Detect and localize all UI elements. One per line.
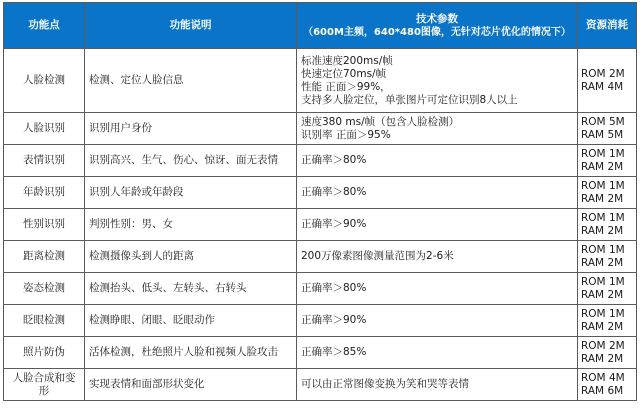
spec-cell: [297, 337, 578, 369]
feature-name-cell: 表情识别: [4, 145, 85, 177]
spec-cell: [297, 113, 578, 145]
resource-line: ROM 5M: [581, 115, 625, 128]
spec-line: 可以由正常图像变换为笑和哭等表情: [301, 378, 469, 390]
table-row: [4, 113, 637, 145]
feature-description-cell: 识别人年龄或年龄段: [85, 177, 297, 209]
resource-cell: [578, 369, 637, 401]
feature-description-cell: 检测、定位人脸信息: [85, 49, 297, 113]
table-row: [4, 145, 637, 177]
spec-line: 支持多人脸定位，单张图片可定位识别8人以上: [301, 93, 518, 106]
feature-name-cell: 照片防伪: [4, 337, 85, 369]
spec-cell: [297, 49, 578, 113]
resource-cell: [578, 145, 637, 177]
spec-cell: [297, 145, 578, 177]
feature-name-cell: 年龄识别: [4, 177, 85, 209]
table-row: [4, 177, 637, 209]
table-row: [4, 369, 637, 401]
spec-line: 正确率＞85%: [301, 346, 367, 358]
feature-name-cell: 距离检测: [4, 241, 85, 273]
resource-line: ROM 1M: [581, 307, 625, 320]
resource-line: ROM 1M: [581, 211, 625, 224]
resource-line: ROM 2M: [581, 339, 625, 352]
resource-line: RAM 2M: [581, 224, 624, 237]
resource-line: ROM 4M: [581, 371, 625, 384]
resource-line: RAM 6M: [581, 384, 624, 397]
header-spec: [297, 3, 578, 49]
spec-table-container: [3, 2, 636, 401]
spec-line: 正确率＞90%: [301, 218, 367, 230]
spec-line: 快速定位70ms/帧: [301, 67, 387, 80]
feature-name-cell: 人脸合成和变形: [4, 369, 85, 401]
resource-cell: [578, 305, 637, 337]
resource-cell: [578, 177, 637, 209]
spec-line: 正确率＞80%: [301, 154, 367, 166]
feature-name-cell: 姿态检测: [4, 273, 85, 305]
resource-line: RAM 2M: [581, 288, 624, 301]
feature-name-cell: 性别识别: [4, 209, 85, 241]
resource-line: RAM 2M: [581, 320, 624, 333]
spec-line: 性能 正面＞99%，: [301, 80, 391, 93]
resource-line: ROM 1M: [581, 275, 625, 288]
table-row: [4, 49, 637, 113]
resource-line: RAM 2M: [581, 192, 624, 205]
table-row: [4, 305, 637, 337]
table-body: [4, 49, 637, 401]
spec-line: 标准速度200ms/帧: [301, 54, 393, 67]
resource-line: RAM 4M: [581, 80, 624, 93]
spec-cell: [297, 209, 578, 241]
feature-description-cell: 识别高兴、生气、伤心、惊讶、面无表情: [85, 145, 297, 177]
face-feature-spec-table: [3, 2, 637, 401]
table-row: [4, 241, 637, 273]
header-description: 功能说明: [85, 3, 297, 49]
resource-line: ROM 1M: [581, 243, 625, 256]
table-row: [4, 337, 637, 369]
resource-line: RAM 2M: [581, 160, 624, 173]
spec-cell: [297, 305, 578, 337]
spec-line: 正确率＞80%: [301, 282, 367, 294]
feature-description-cell: 判别性别：男、女: [85, 209, 297, 241]
feature-description-cell: 检测摄像头到人的距离: [85, 241, 297, 273]
spec-line: 正确率＞90%: [301, 314, 367, 326]
resource-line: ROM 1M: [581, 147, 625, 160]
feature-description-cell: 识别用户身份: [85, 113, 297, 145]
spec-cell: [297, 369, 578, 401]
spec-line: 速度380 ms/帧（包含人脸检测）: [301, 115, 460, 128]
spec-cell: [297, 241, 578, 273]
table-header-row: [4, 3, 637, 49]
resource-cell: [578, 49, 637, 113]
feature-description-cell: 检测睁眼、闭眼、眨眼动作: [85, 305, 297, 337]
table-row: [4, 273, 637, 305]
header-feature: 功能点: [4, 3, 85, 49]
feature-description-cell: 实现表情和面部形状变化: [85, 369, 297, 401]
feature-name-cell: 人脸检测: [4, 49, 85, 113]
resource-line: ROM 1M: [581, 179, 625, 192]
resource-cell: [578, 241, 637, 273]
table-row: [4, 209, 637, 241]
spec-cell: [297, 177, 578, 209]
spec-line: 正确率＞80%: [301, 186, 367, 198]
header-spec-subtitle: （600M主频，640*480图像，无针对芯片优化的情况下）: [303, 26, 571, 38]
header-resources: 资源消耗: [578, 3, 637, 49]
resource-line: ROM 2M: [581, 67, 625, 80]
resource-line: RAM 2M: [581, 352, 624, 365]
resource-cell: [578, 273, 637, 305]
resource-cell: [578, 209, 637, 241]
spec-cell: [297, 273, 578, 305]
resource-line: RAM 2M: [581, 256, 624, 269]
feature-description-cell: 活体检测，杜绝照片人脸和视频人脸攻击: [85, 337, 297, 369]
spec-line: 识别率 正面＞95%: [301, 128, 391, 141]
feature-name-cell: 眨眼检测: [4, 305, 85, 337]
feature-description-cell: 检测抬头、低头、左转头、右转头: [85, 273, 297, 305]
header-spec-title: 技术参数: [416, 12, 458, 25]
spec-line: 200万像素图像测量范围为2-6米: [301, 250, 454, 262]
resource-cell: [578, 113, 637, 145]
resource-cell: [578, 337, 637, 369]
resource-line: RAM 5M: [581, 128, 624, 141]
feature-name-cell: 人脸识别: [4, 113, 85, 145]
